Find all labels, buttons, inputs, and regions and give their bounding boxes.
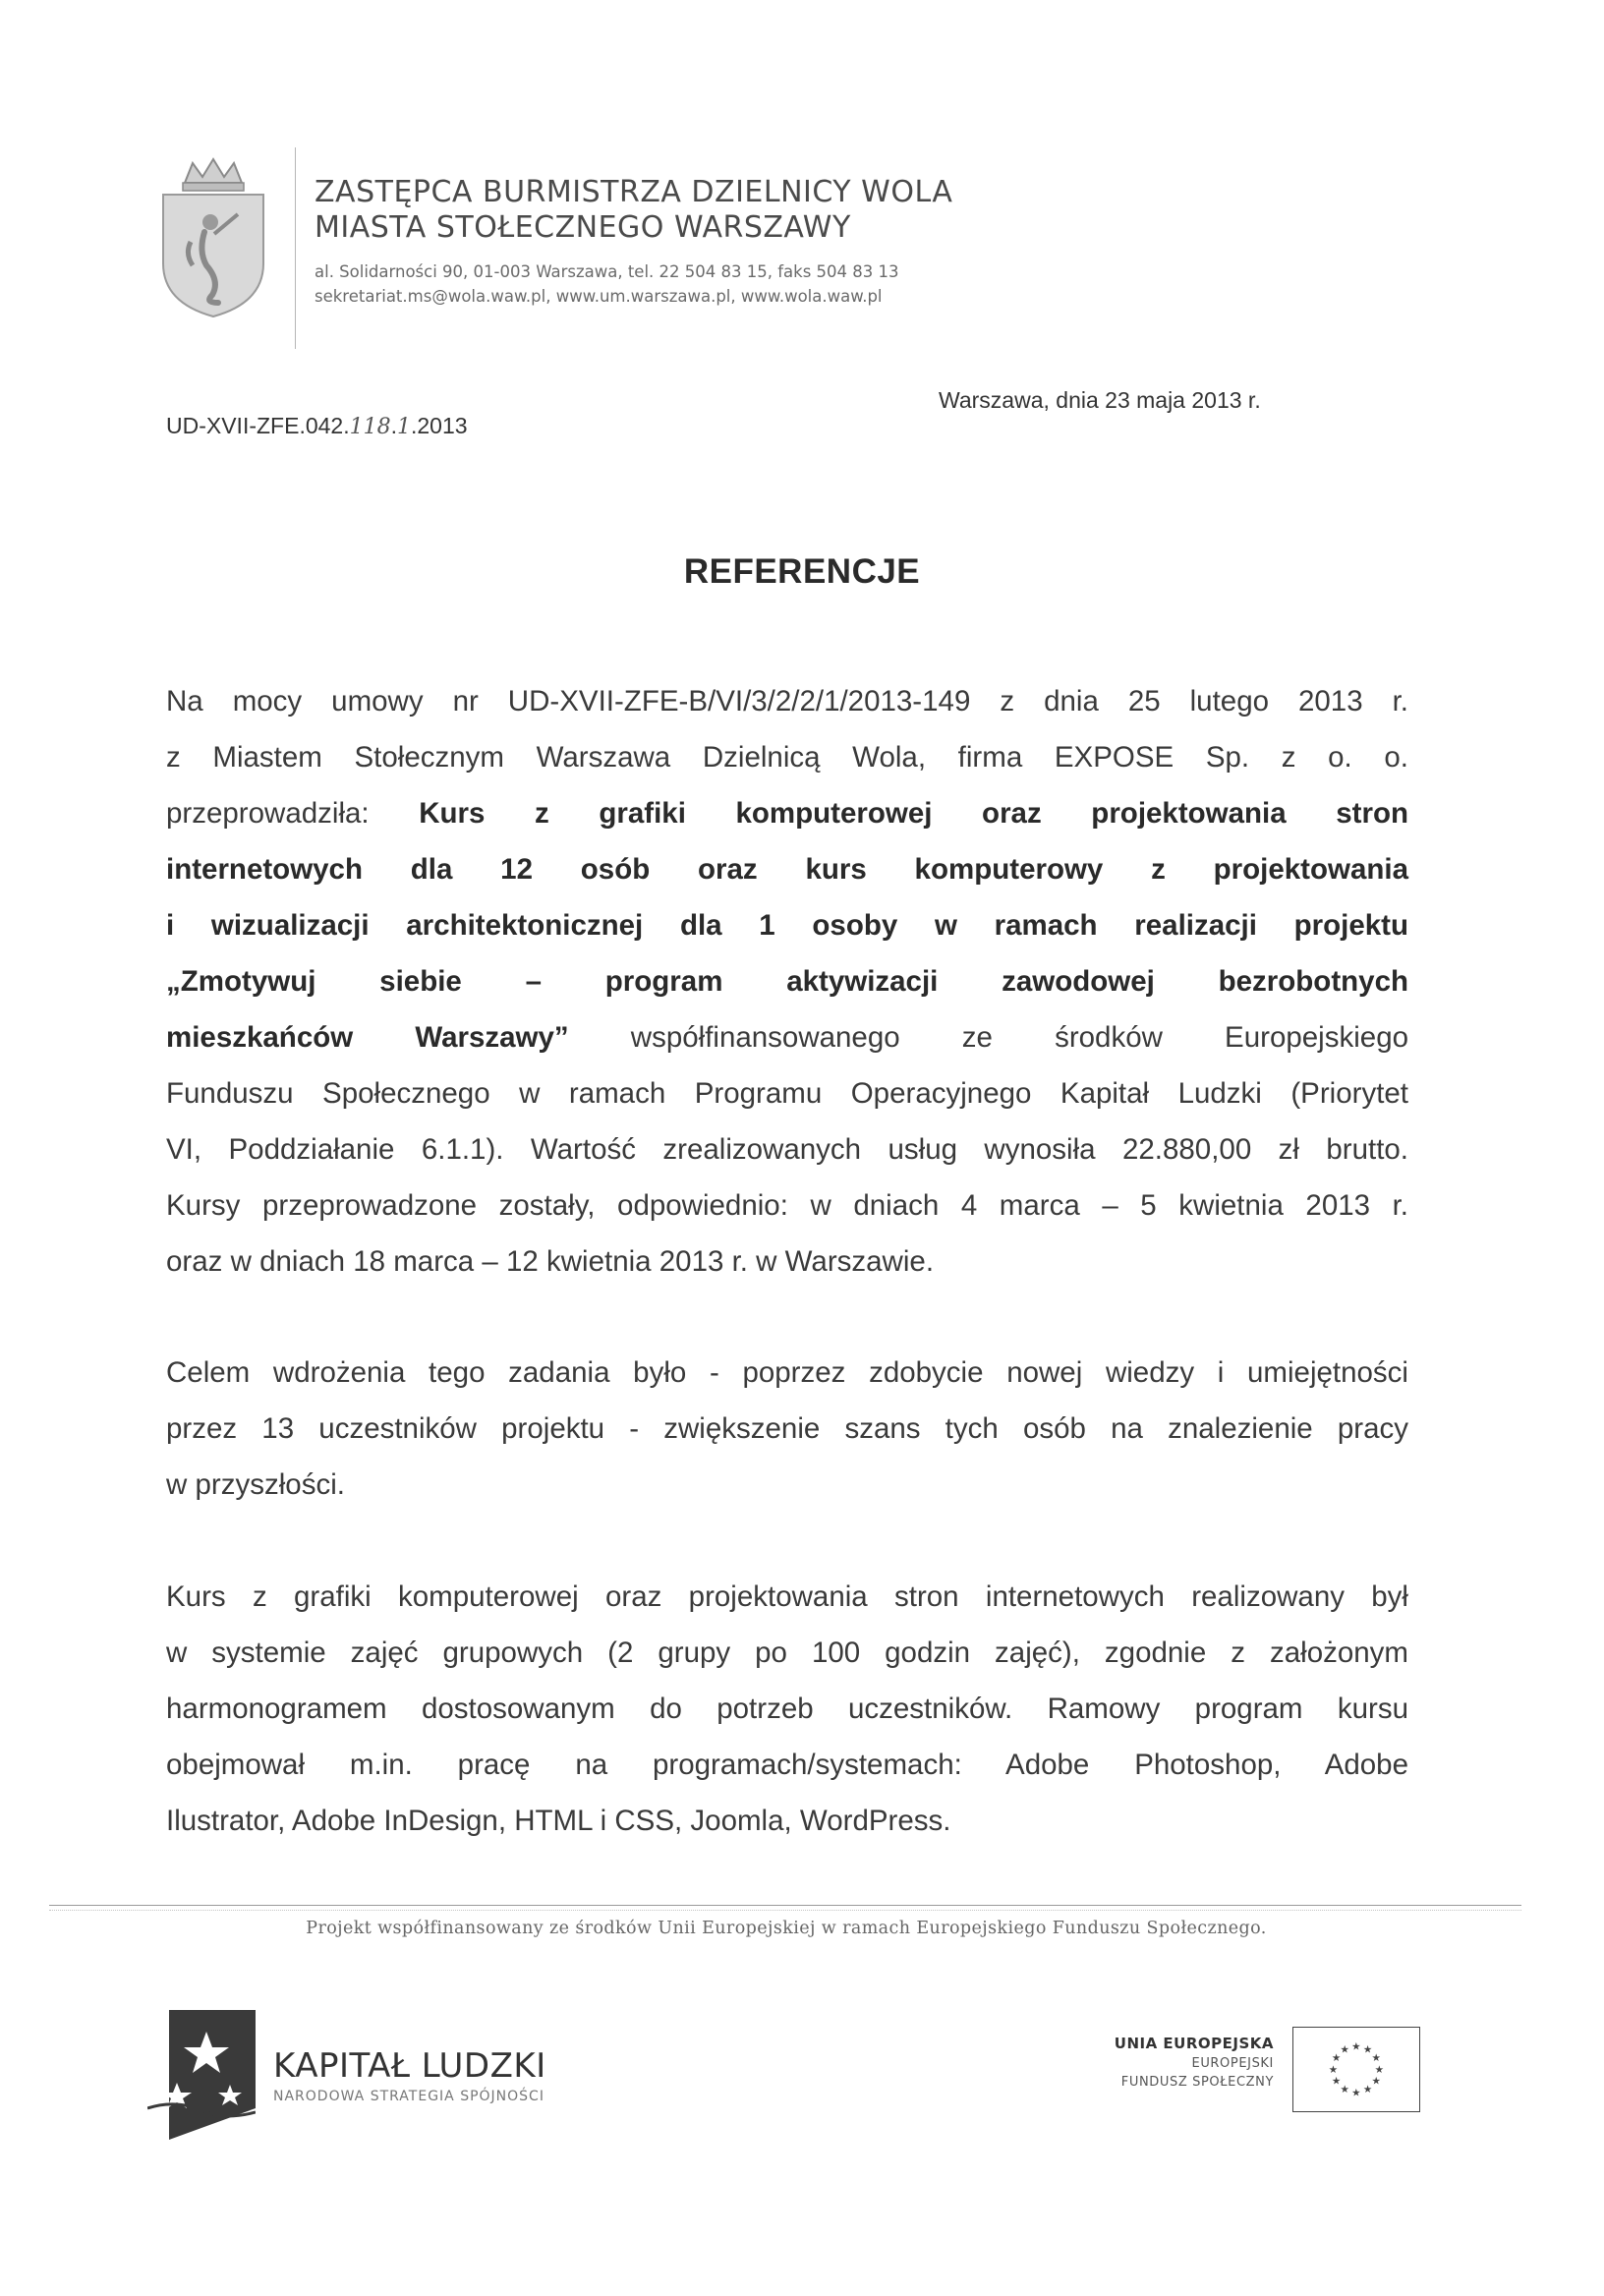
letterhead-office: ZASTĘPCA BURMISTRZA DZIELNICY WOLA	[315, 175, 953, 209]
warsaw-crest-icon	[155, 155, 271, 320]
paragraph-goal-line	[166, 1345, 1408, 1401]
body-text: przeprowadziła:	[166, 797, 420, 830]
bold-text: i wizualizacji architektonicznej dla 1 osoby w ramach realizacji projektu	[166, 909, 1408, 942]
paragraph-contract-line	[166, 1177, 1408, 1234]
body-text: Funduszu Społecznego w ramach Programu Operacyjnego Kapitał Ludzki (Priorytet	[166, 1077, 1408, 1110]
letterhead-city: MIASTA STOŁECZNEGO WARSZAWY	[315, 210, 851, 245]
reference-prefix: UD-XVII-ZFE.042.	[166, 413, 350, 438]
bold-text: mieszkańców Warszawy”	[166, 1021, 569, 1054]
eu-label	[1115, 2033, 1274, 2092]
paragraph-contract	[166, 673, 1408, 1290]
bold-text: „Zmotywuj siebie – program aktywizacji zawodowej bezrobotnych	[166, 965, 1408, 998]
eu-star-icon: ★	[1340, 2084, 1350, 2096]
kapital-ludzki-label	[273, 2046, 546, 2107]
paragraph-course-program-line	[166, 1793, 1408, 1849]
paragraph-contract-line	[166, 1065, 1408, 1121]
paragraph-contract-line	[166, 729, 1408, 785]
paragraph-contract-line	[166, 1009, 1408, 1065]
eu-star-icon: ★	[1362, 2084, 1373, 2096]
reference-handwritten-month: 1	[397, 415, 411, 439]
paragraph-course-program	[166, 1569, 1408, 1849]
eu-star-icon: ★	[1351, 2087, 1361, 2099]
body-text: obejmował m.in. pracę na programach/systemach: Adobe Photoshop, Adobe	[166, 1749, 1408, 1781]
body-text: z Miastem Stołecznym Warszawa Dzielnicą Wola, firma EXPOSE Sp. z o. o.	[166, 741, 1408, 774]
body-text: Na mocy umowy nr UD-XVII-ZFE-B/VI/3/2/2/1/2013-149 z dnia 25 lutego 2013 r.	[166, 685, 1408, 718]
reference-suffix: .2013	[411, 413, 468, 438]
body-text: Kurs z grafiki komputerowej oraz projektowania stron internetowych realizowany był	[166, 1580, 1408, 1613]
paragraph-goal-line	[166, 1401, 1408, 1457]
eu-flag-icon	[1292, 2027, 1420, 2112]
body-text: Kursy przeprowadzone zostały, odpowiednio: w dniach 4 marca – 5 kwietnia 2013 r.	[166, 1189, 1408, 1222]
eu-union-label: UNIA EUROPEJSKA	[1114, 2035, 1274, 2052]
kapital-ludzki-subtitle: NARODOWA STRATEGIA SPÓJNOŚCI	[273, 2089, 544, 2104]
paragraph-contract-line	[166, 785, 1408, 841]
body-text: w przyszłości.	[166, 1468, 345, 1501]
eu-star-icon: ★	[1340, 2043, 1350, 2056]
bold-text: internetowych dla 12 osób oraz kurs komputerowy z projektowania	[166, 853, 1408, 886]
body-text: w systemie zajęć grupowych (2 grupy po 100 godzin zajęć), zgodnie z założonym	[166, 1636, 1408, 1669]
footer-divider-dotted	[49, 1910, 1521, 1911]
letterhead-address: al. Solidarności 90, 01-003 Warszawa, tel. 22 504 83 15, faks 504 83 13	[315, 262, 899, 281]
body-text: oraz w dniach 18 marca – 12 kwietnia 2013 r. w Warszawie.	[166, 1245, 935, 1278]
place-and-date: Warszawa, dnia 23 maja 2013 r.	[939, 387, 1261, 413]
body-text: przez 13 uczestników projektu - zwiększenie szans tych osób na znalezienie pracy	[166, 1412, 1408, 1445]
eu-star-icon: ★	[1331, 2052, 1342, 2065]
paragraph-goal	[166, 1345, 1408, 1513]
bold-text: Kurs z grafiki komputerowej oraz projektowania stron	[419, 797, 1408, 830]
eu-star-icon: ★	[1351, 2040, 1361, 2053]
eu-star-icon: ★	[1374, 2063, 1385, 2076]
letterhead-contact: sekretariat.ms@wola.waw.pl, www.um.warszawa.pl, www.wola.waw.pl	[315, 287, 883, 306]
reference-handwritten-number: 118	[349, 415, 391, 439]
paragraph-goal-line	[166, 1457, 1408, 1513]
paragraph-contract-line	[166, 897, 1408, 953]
reference-separator: .	[390, 413, 397, 438]
kapital-ludzki-logo-icon	[147, 2010, 256, 2140]
letterhead	[315, 175, 952, 309]
reference-number	[166, 413, 468, 439]
body-text: współfinansowanego ze środków Europejskiego	[568, 1021, 1409, 1054]
eu-star-icon: ★	[1331, 2075, 1342, 2088]
eu-fund-label-1: EUROPEJSKI	[1191, 2056, 1274, 2071]
paragraph-contract-line	[166, 841, 1408, 897]
footer-divider	[49, 1905, 1521, 1906]
document-title: REFERENCJE	[683, 552, 921, 591]
paragraph-course-program-line	[166, 1737, 1408, 1793]
body-text: harmonogramem dostosowanym do potrzeb uczestników. Ramowy program kursu	[166, 1693, 1408, 1725]
footer-cofinancing-note: Projekt współfinansowany ze środków Unii Europejskiej w ramach Europejskiego Funduszu Społecznego.	[306, 1919, 1267, 1938]
paragraph-course-program-line	[166, 1569, 1408, 1625]
kapital-ludzki-title: KAPITAŁ LUDZKI	[273, 2046, 546, 2086]
eu-star-icon: ★	[1328, 2063, 1339, 2076]
paragraph-contract-line	[166, 673, 1408, 729]
eu-star-icon: ★	[1362, 2043, 1373, 2056]
paragraph-contract-line	[166, 1234, 1408, 1290]
paragraph-contract-line	[166, 953, 1408, 1009]
paragraph-course-program-line	[166, 1625, 1408, 1681]
letterhead-divider	[295, 147, 296, 349]
eu-star-icon: ★	[1371, 2075, 1382, 2088]
eu-fund-label-2: FUNDUSZ SPOŁECZNY	[1120, 2075, 1274, 2090]
eu-star-icon: ★	[1371, 2052, 1382, 2065]
body-text: Celem wdrożenia tego zadania było - poprzez zdobycie nowej wiedzy i umiejętności	[166, 1356, 1408, 1389]
body-text: VI, Poddziałanie 6.1.1). Wartość zrealizowanych usług wynosiła 22.880,00 zł brutto.	[166, 1133, 1408, 1166]
paragraph-course-program-line	[166, 1681, 1408, 1737]
paragraph-contract-line	[166, 1121, 1408, 1177]
body-text: Ilustrator, Adobe InDesign, HTML i CSS, Joomla, WordPress.	[166, 1805, 951, 1837]
